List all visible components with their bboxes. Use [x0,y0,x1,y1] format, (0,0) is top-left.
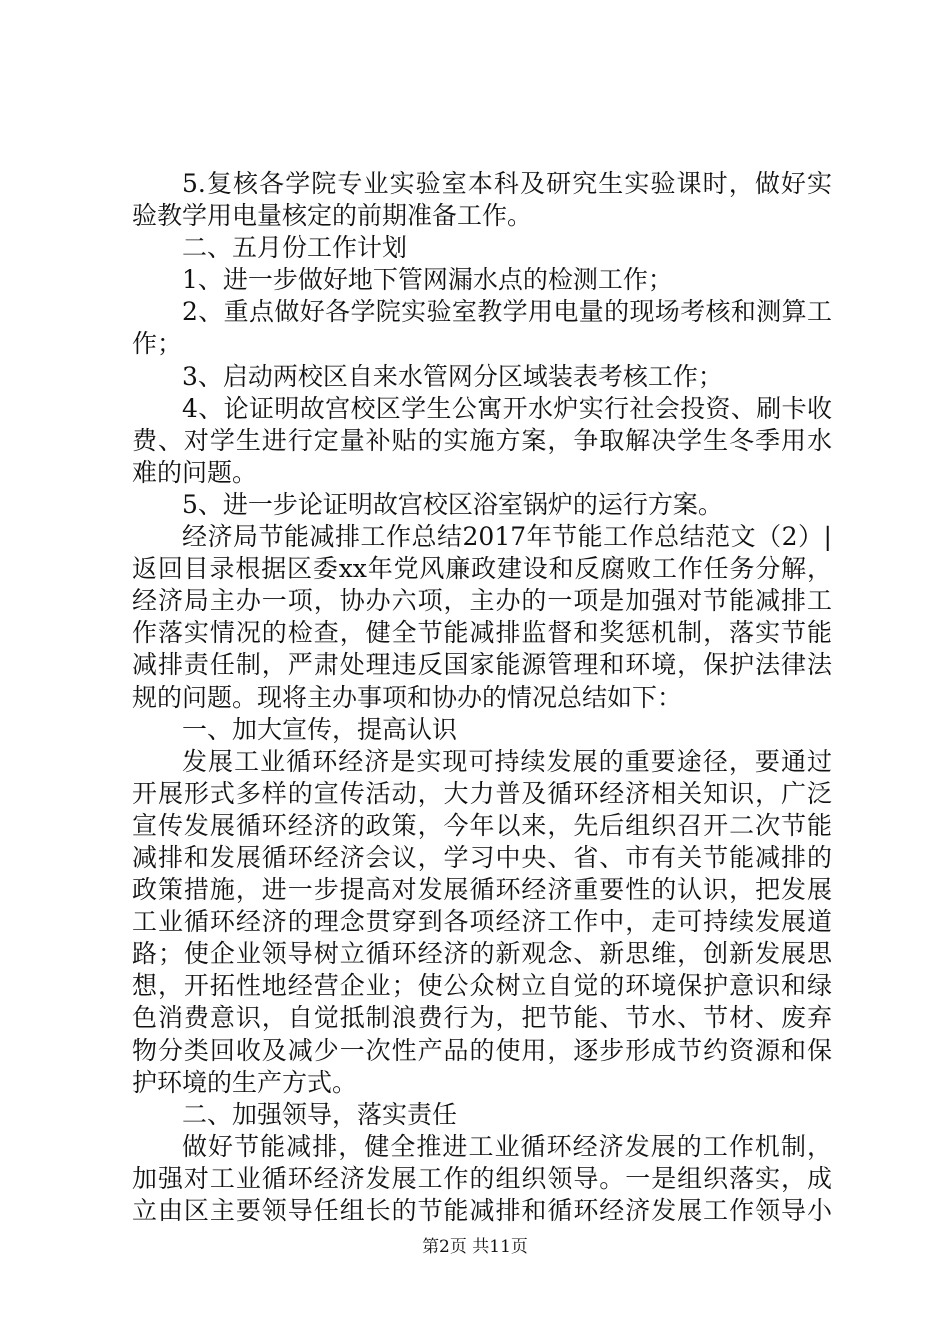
text-line: 宣传发展循环经济的政策，今年以来，先后组织召开二次节能 [132,810,832,840]
text-line: 开展形式多样的宣传活动，大力普及循环经济相关知识，广泛 [132,778,832,808]
text-line: 加强对工业循环经济发展工作的组织领导。一是组织落实，成 [132,1163,832,1193]
text-line: 护环境的生产方式。 [132,1067,358,1097]
text-line: 5.复核各学院专业实验室本科及研究生实验课时，做好实 [182,169,832,198]
text-line: 5、进一步论证明故宫校区浴室锅炉的运行方案。 [182,489,723,519]
text-line: 2、重点做好各学院实验室教学用电量的现场考核和测算工 [182,297,832,327]
text-line: 1、进一步做好地下管网漏水点的检测工作； [182,265,673,295]
section-heading: 二、五月份工作计划 [182,233,408,263]
page-number-footer: 第2页 共11页 [422,1237,528,1257]
text-line: 减排责任制，严肃处理违反国家能源管理和环境，保护法律法 [132,650,832,680]
text-line: 色消费意识，自觉抵制浪费行为，把节能、节水、节材、废弃 [132,1003,832,1033]
text-line: 立由区主要领导任组长的节能减排和循环经济发展工作领导小 [132,1196,832,1225]
text-line: 难的问题。 [132,457,258,487]
text-line: 路；使企业领导树立循环经济的新观念、新思维，创新发展思 [132,939,832,969]
text-line: 验教学用电量核定的前期准备工作。 [132,201,533,231]
text-line: 减排和发展循环经济会议，学习中央、省、市有关节能减排的 [132,842,832,872]
text-line: 作； [132,329,183,359]
text-line: 返回目录根据区委xx年党风廉政建设和反腐败工作任务分解， [132,554,832,584]
text-line: 发展工业循环经济是实现可持续发展的重要途径，要通过 [182,746,832,776]
section-heading: 一、加大宣传，提高认识 [182,714,458,744]
document-body [132,168,832,1227]
text-line: 3、启动两校区自来水管网分区域装表考核工作； [182,361,723,391]
text-line: 经济局节能减排工作总结2017年节能工作总结范文（2）| [182,522,832,552]
section-heading: 二、加强领导，落实责任 [182,1099,458,1129]
text-line: 工业循环经济的理念贯穿到各项经济工作中，走可持续发展道 [132,907,832,937]
text-line: 经济局主办一项，协办六项，主办的一项是加强对节能减排工 [132,586,832,616]
text-line: 作落实情况的检查，健全节能减排监督和奖惩机制，落实节能 [132,618,832,648]
text-line: 做好节能减排，健全推进工业循环经济发展的工作机制， [182,1131,832,1161]
text-line: 想，开拓性地经营企业；使公众树立自觉的环境保护意识和绿 [132,971,832,1001]
text-line: 政策措施，进一步提高对发展循环经济重要性的认识，把发展 [132,875,832,905]
text-line: 规的问题。现将主办事项和协办的情况总结如下： [132,682,683,712]
text-line: 4、论证明故宫校区学生公寓开水炉实行社会投资、刷卡收 [182,393,832,423]
text-line: 物分类回收及减少一次性产品的使用，逐步形成节约资源和保 [132,1035,832,1065]
text-line: 费、对学生进行定量补贴的实施方案，争取解决学生冬季用水 [132,425,832,455]
